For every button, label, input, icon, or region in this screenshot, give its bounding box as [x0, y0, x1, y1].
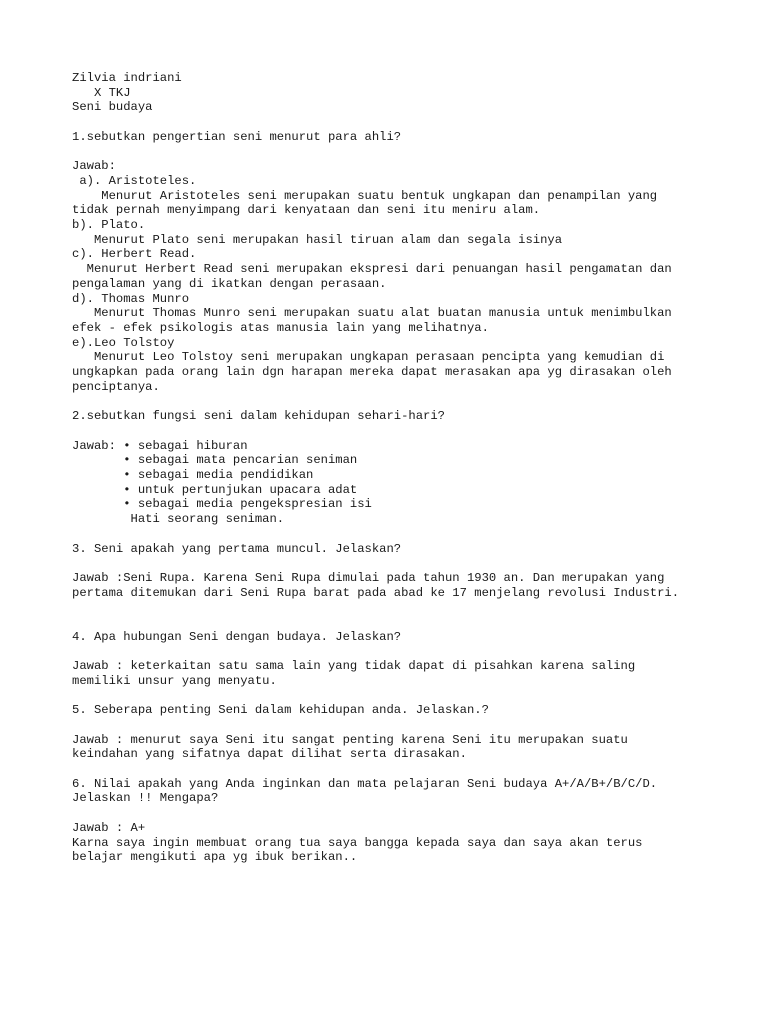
- text-line: 4. Apa hubungan Seni dengan budaya. Jelaskan?: [72, 629, 402, 644]
- text-line: Zilvia indriani: [72, 71, 182, 85]
- text-line: Jawab : A+: [72, 820, 146, 835]
- blank-line: [72, 600, 732, 615]
- text-line: a). Aristoteles.: [72, 173, 197, 188]
- blank-line: [72, 556, 732, 571]
- text-line: 2.sebutkan fungsi seni dalam kehidupan sehari-hari?: [72, 409, 445, 424]
- blank-line: [72, 615, 732, 630]
- text-line: Menurut Herbert Read seni merupakan ekspresi dari penuangan hasil pengamatan dan: [72, 262, 672, 277]
- blank-line: [72, 644, 732, 659]
- blank-line: [72, 527, 732, 542]
- text-line: 6. Nilai apakah yang Anda inginkan dan mata pelajaran Seni budaya A+/A/B+/B/C/D.: [72, 776, 658, 791]
- text-line: Jelaskan !! Mengapa?: [72, 791, 219, 806]
- text-line: c). Herbert Read.: [72, 247, 197, 262]
- blank-line: [72, 145, 732, 160]
- blank-line: [72, 762, 732, 777]
- text-line: Menurut Aristoteles seni merupakan suatu bentuk ungkapan dan penampilan yang: [72, 188, 658, 203]
- blank-line: [72, 394, 732, 409]
- text-line: Jawab : keterkaitan satu sama lain yang tidak dapat di pisahkan karena saling: [72, 659, 636, 674]
- text-line: Jawab: • sebagai hiburan: [72, 438, 248, 453]
- text-line: Hati seorang seniman.: [72, 512, 285, 527]
- text-line: Seni budaya: [72, 100, 153, 115]
- text-line: Jawab :Seni Rupa. Karena Seni Rupa dimulai pada tahun 1930 an. Dan merupakan yang: [72, 570, 665, 585]
- text-line: pengalaman yang di ikatkan dengan perasaan.: [72, 276, 387, 291]
- text-line: keindahan yang sifatnya dapat dilihat serta dirasakan.: [72, 747, 467, 762]
- text-line: Jawab:: [72, 159, 116, 174]
- blank-line: [72, 424, 732, 439]
- blank-line: [72, 115, 732, 130]
- text-line: 1.sebutkan pengertian seni menurut para ahli?: [72, 129, 402, 144]
- text-line: • untuk pertunjukan upacara adat: [72, 482, 358, 497]
- text-line: Menurut Thomas Munro seni merupakan suatu alat buatan manusia untuk menimbulkan: [72, 306, 672, 321]
- text-line: b). Plato.: [72, 218, 146, 233]
- text-line: X TKJ: [72, 85, 131, 100]
- document-body: [72, 71, 732, 865]
- text-line: tidak pernah menyimpang dari kenyataan dan seni itu meniru alam.: [72, 203, 541, 218]
- text-line: Jawab : menurut saya Seni itu sangat penting karena Seni itu merupakan suatu: [72, 732, 628, 747]
- text-line: Menurut Leo Tolstoy seni merupakan ungkapan perasaan pencipta yang kemudian di: [72, 350, 665, 365]
- text-line: pertama ditemukan dari Seni Rupa barat pada abad ke 17 menjelang revolusi Industri.: [72, 585, 680, 600]
- text-line: d). Thomas Munro: [72, 291, 190, 306]
- text-line: 3. Seni apakah yang pertama muncul. Jelaskan?: [72, 541, 402, 556]
- text-line: memiliki unsur yang menyatu.: [72, 673, 277, 688]
- text-line: Menurut Plato seni merupakan hasil tiruan alam dan segala isinya: [72, 232, 563, 247]
- text-line: • sebagai media pengekspresian isi: [72, 497, 372, 512]
- text-line: • sebagai media pendidikan: [72, 467, 314, 482]
- text-line: • sebagai mata pencarian seniman: [72, 453, 358, 468]
- text-line: e).Leo Tolstoy: [72, 335, 175, 350]
- blank-line: [72, 718, 732, 733]
- text-line: penciptanya.: [72, 379, 160, 394]
- text-line: ungkapkan pada orang lain dgn harapan mereka dapat merasakan apa yg dirasakan oleh: [72, 365, 672, 380]
- text-line: belajar mengikuti apa yg ibuk berikan..: [72, 850, 358, 865]
- blank-line: [72, 689, 732, 704]
- text-line: efek - efek psikologis atas manusia lain yang melihatnya.: [72, 320, 489, 335]
- text-line: 5. Seberapa penting Seni dalam kehidupan anda. Jelaskan.?: [72, 703, 489, 718]
- blank-line: [72, 806, 732, 821]
- text-line: Karna saya ingin membuat orang tua saya bangga kepada saya dan saya akan terus: [72, 835, 643, 850]
